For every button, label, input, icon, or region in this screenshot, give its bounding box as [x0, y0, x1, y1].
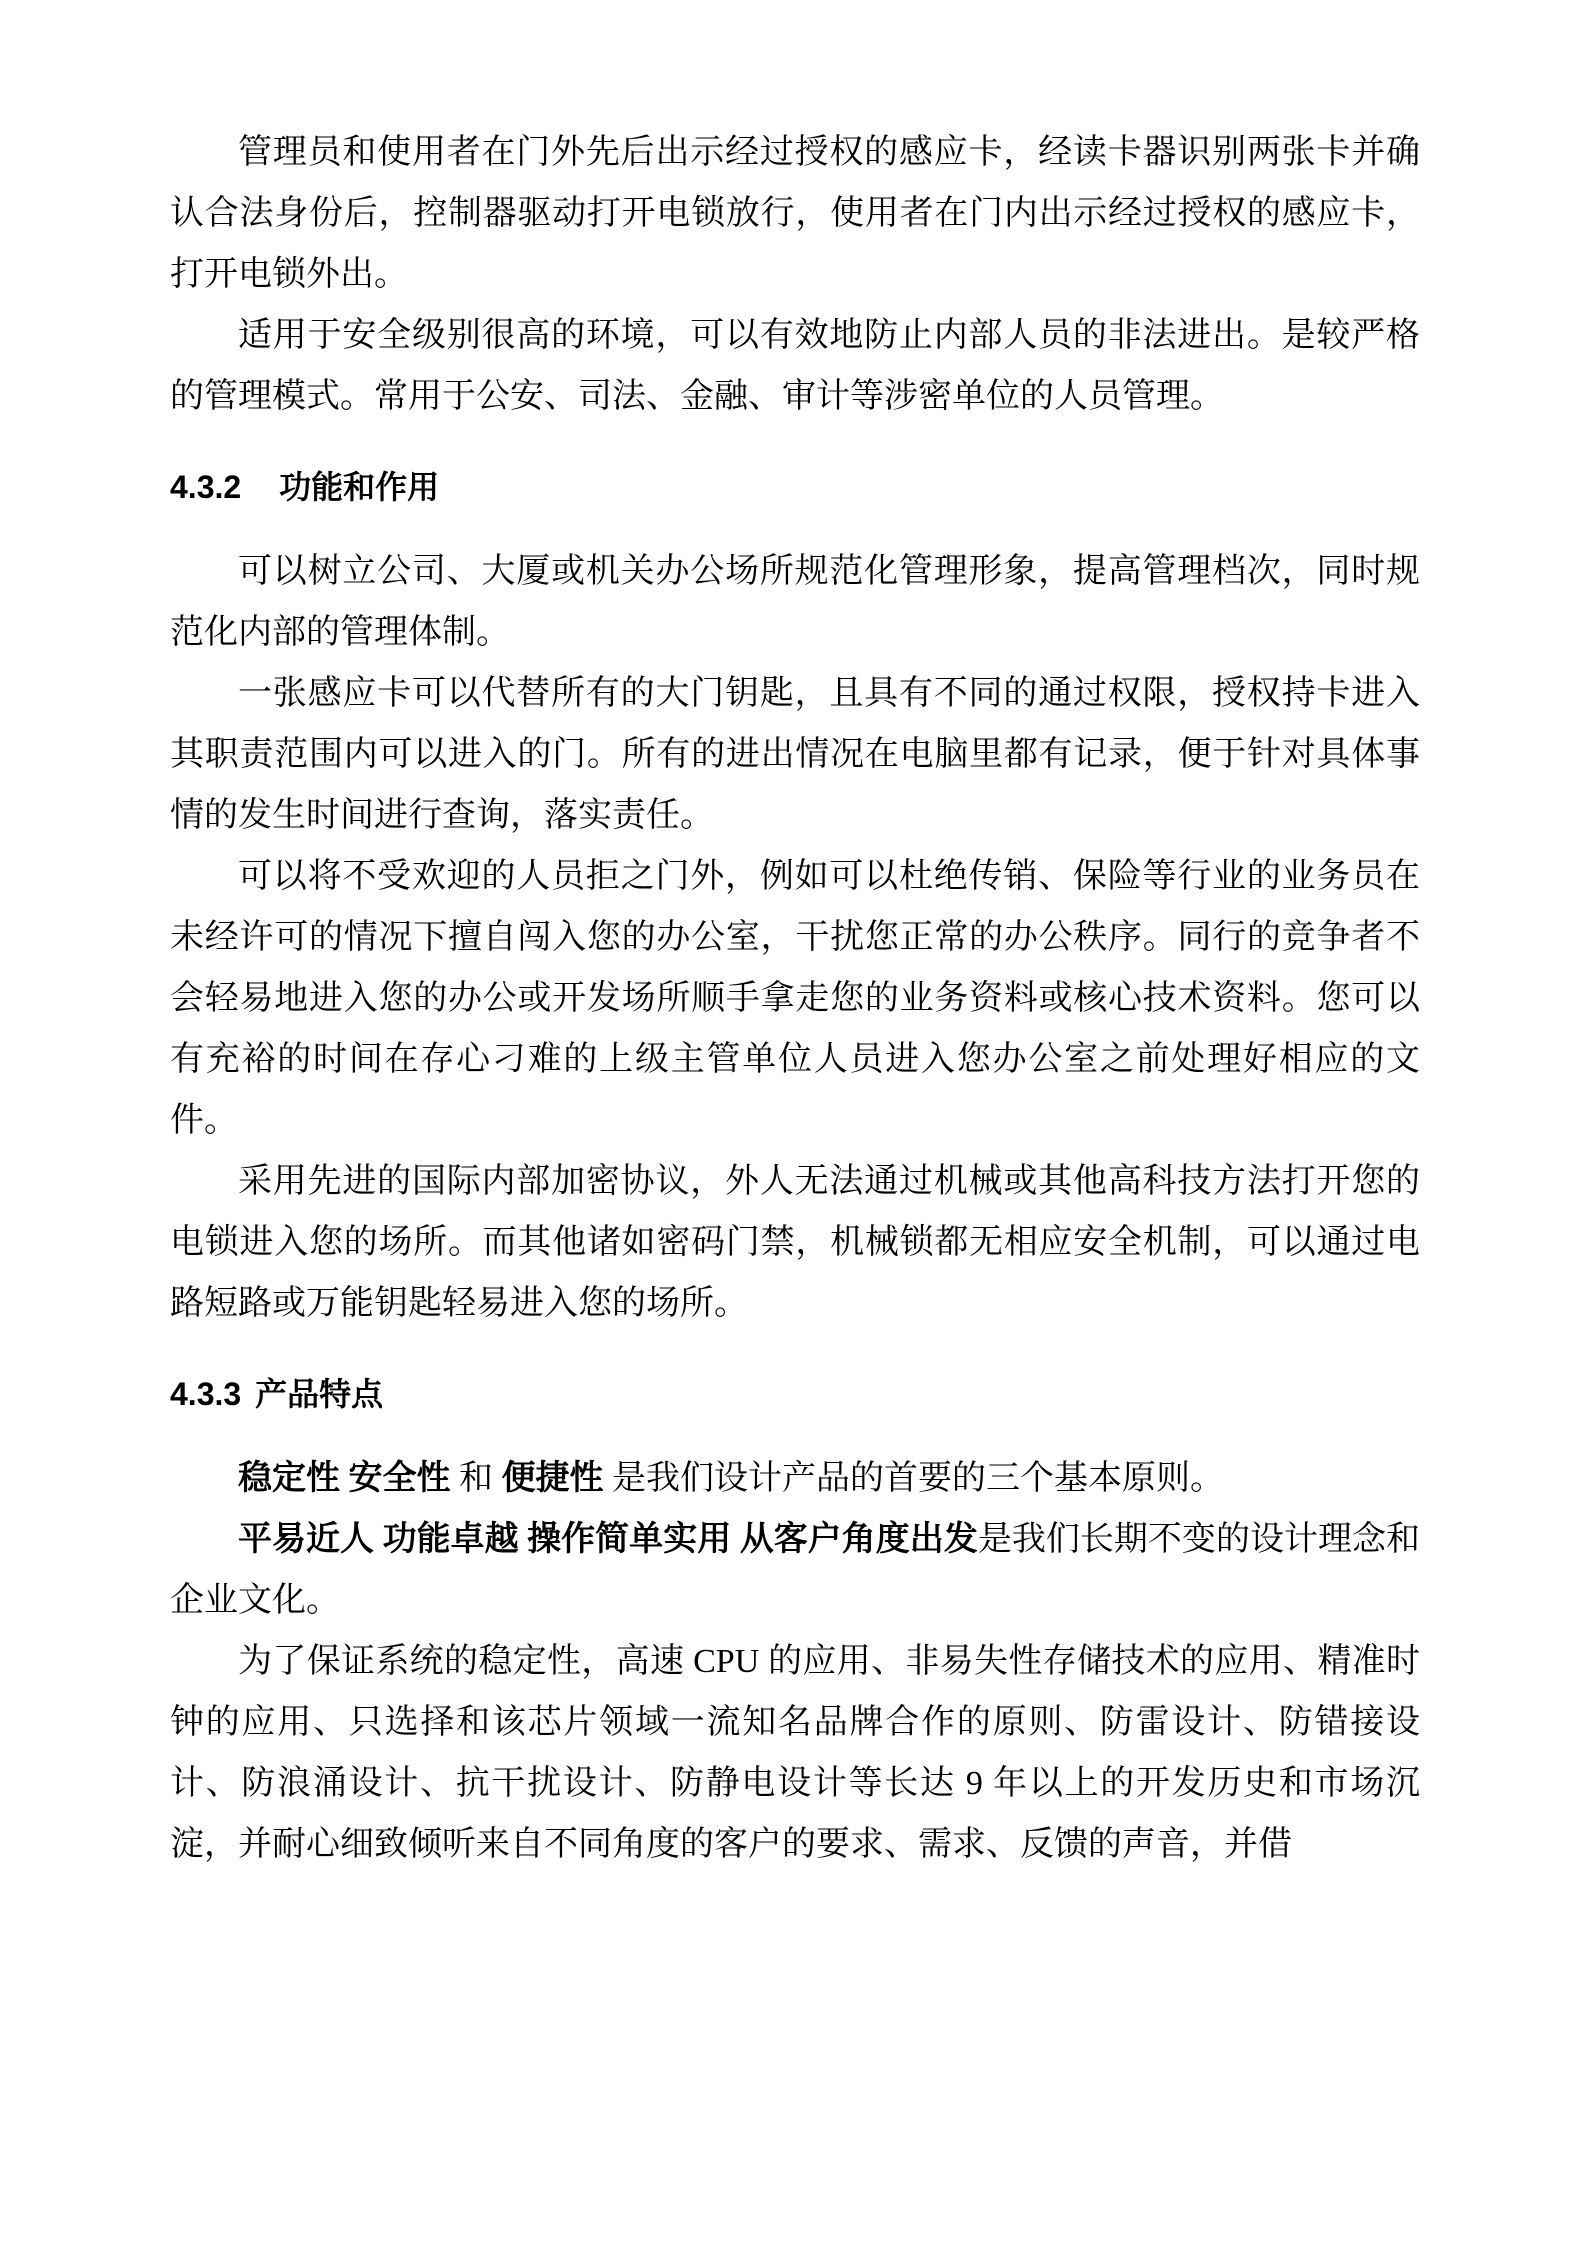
- heading-title: 功能和作用: [279, 469, 440, 505]
- heading-title: 产品特点: [255, 1376, 384, 1412]
- text-segment: 和: [450, 1460, 502, 1497]
- paragraph-entry-exit-procedure: 管理员和使用者在门外先后出示经过授权的感应卡，经读卡器识别两张卡并确认合法身份后，控制器驱动打开电锁放行，使用者在门内出示经过授权的感应卡，打开电锁外出。: [170, 134, 1420, 293]
- text-segment: 便捷性: [501, 1460, 604, 1497]
- paragraph-system-stability: 为了保证系统的稳定性，高速 CPU 的应用、非易失性存储技术的应用、精准时钟的应用、只选择和该芯片领域一流知名品牌合作的原则、防雷设计、防错接设计、防浪涌设计、抗干扰设计、防静电设计等长达 9 年以上的开发历史和市场沉淀，并耐心细致倾听来自不同角度的客户的要求、需求、反馈的声音，并借: [170, 1643, 1420, 1863]
- text-segment: 是我们长期不变的设计理念和企业文化。: [170, 1521, 1421, 1619]
- heading-number: 4.3.3: [170, 1376, 242, 1412]
- paragraph-design-philosophy: [170, 1509, 1420, 1631]
- text-segment: 是我们设计产品的首要的三个基本原则。: [603, 1460, 1224, 1497]
- heading-number: 4.3.2: [170, 469, 242, 505]
- paragraph-company-image: 可以树立公司、大厦或机关办公场所规范化管理形象，提高管理档次，同时规范化内部的管理体制。: [170, 553, 1420, 651]
- paragraph-card-replaces-keys: 一张感应卡可以代替所有的大门钥匙，且具有不同的通过权限，授权持卡进入其职责范围内可以进入的门。所有的进出情况在电脑里都有记录，便于针对具体事情的发生时间进行查询，落实责任。: [170, 675, 1420, 834]
- text-segment: 稳定性 安全性: [238, 1460, 451, 1497]
- paragraph-three-principles: [170, 1448, 1420, 1509]
- text-segment: 平易近人 功能卓越 操作简单实用 从客户角度出发: [238, 1521, 978, 1558]
- section-heading-432: [170, 465, 1420, 509]
- paragraph-encryption-protocol: 采用先进的国际内部加密协议，外人无法通过机械或其他高科技方法打开您的电锁进入您的场所。而其他诸如密码门禁，机械锁都无相应安全机制，可以通过电路短路或万能钥匙轻易进入您的场所。: [170, 1163, 1420, 1322]
- section-heading-433: [170, 1372, 1420, 1416]
- paragraph-keep-out-unwanted: 可以将不受欢迎的人员拒之门外，例如可以杜绝传销、保险等行业的业务员在未经许可的情况下擅自闯入您的办公室，干扰您正常的办公秩序。同行的竞争者不会轻易地进入您的办公或开发场所顺手拿走您的业务资料或核心技术资料。您可以有充裕的时间在存心刁难的上级主管单位人员进入您办公室之前处理好相应的文件。: [170, 858, 1420, 1139]
- paragraph-high-security-usage: 适用于安全级别很高的环境，可以有效地防止内部人员的非法进出。是较严格的管理模式。常用于公安、司法、金融、审计等涉密单位的人员管理。: [170, 317, 1420, 415]
